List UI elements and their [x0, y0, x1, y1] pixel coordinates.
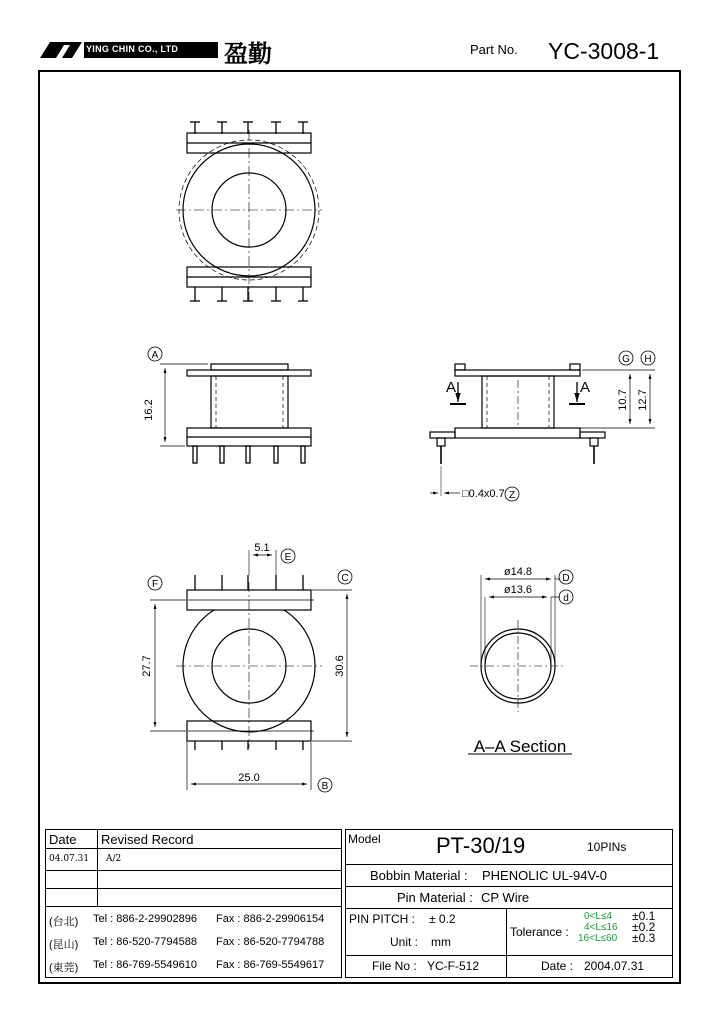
contact-location: (東莞)	[49, 962, 79, 974]
brand-name-cjk: 盈勤	[224, 39, 272, 68]
file-no-value: YC-F-512	[427, 959, 480, 973]
bobbin-material-label: Bobbin Material :	[370, 868, 468, 883]
part-number: YC-3008-1	[548, 38, 660, 64]
callout-e: E	[284, 552, 292, 563]
section-title: A–A Section	[473, 737, 567, 756]
contact-location: (台北)	[49, 916, 79, 928]
contact-location: (昆山)	[49, 939, 79, 951]
unit-value: mm	[431, 935, 451, 949]
contact-fax: Fax : 86-520-7794788	[216, 936, 325, 948]
section-marker-left: A	[446, 379, 457, 396]
company-name: YING CHIN CO., LTD	[86, 44, 179, 54]
bobbin-material-value: PHENOLIC UL-94V-0	[482, 868, 607, 883]
pin-count: 10PINs	[587, 840, 627, 854]
tolerance-range: 4<L≤16	[584, 922, 618, 933]
dim-27-7: 27.7	[141, 655, 153, 677]
section-view	[468, 575, 572, 754]
record-revised-header: Revised Record	[101, 832, 194, 847]
contact-fax: Fax : 86-769-5549617	[216, 959, 325, 971]
callout-d-inner: d	[563, 593, 569, 604]
contact-tel: Tel : 86-520-7794588	[93, 936, 197, 948]
callout-d-outer: D	[562, 573, 570, 584]
side-view	[160, 364, 311, 463]
record-row-text: A/2	[106, 854, 122, 864]
dim-diameter-14-8: ø14.8	[503, 566, 533, 578]
model-label: Model	[348, 832, 381, 846]
callout-c: C	[341, 573, 349, 584]
tolerance-range: 16<L≤60	[578, 933, 618, 944]
callout-g: G	[622, 354, 630, 365]
tolerance-label: Tolerance :	[510, 925, 569, 939]
bottom-view	[150, 550, 352, 790]
dim-16-2: 16.2	[143, 399, 155, 421]
top-view	[176, 122, 322, 305]
callout-b: B	[321, 781, 329, 792]
tolerance-range: 0<L≤4	[584, 911, 613, 922]
dim-25-0: 25.0	[238, 772, 260, 784]
dim-10-7: 10.7	[617, 389, 629, 411]
front-view	[430, 364, 655, 496]
pin-material-label: Pin Material :	[397, 890, 473, 905]
pin-material-value: CP Wire	[481, 890, 530, 905]
tolerance-value: ±0.2	[632, 920, 656, 934]
callout-a: A	[151, 350, 159, 361]
dim-5-1: 5.1	[254, 542, 270, 554]
pin-pitch-value: ± 0.2	[429, 912, 456, 926]
callout-h: H	[644, 354, 652, 365]
tolerance-value: ±0.3	[632, 931, 656, 945]
model-value: PT-30/19	[436, 833, 526, 858]
contact-fax: Fax : 886-2-29906154	[216, 913, 325, 925]
file-no-label: File No :	[372, 959, 417, 973]
section-marker-right: A	[580, 379, 591, 396]
pin-size-label: □0.4x0.7	[462, 488, 505, 500]
unit-label: Unit :	[390, 935, 419, 949]
contact-tel: Tel : 86-769-5549610	[93, 959, 197, 971]
callout-f: F	[151, 579, 159, 590]
record-row-date: 04.07.31	[49, 854, 90, 864]
dim-30-6: 30.6	[334, 655, 346, 677]
record-date-header: Date	[49, 832, 77, 847]
callout-z: Z	[508, 490, 516, 501]
part-number-label: Part No.	[470, 42, 518, 57]
dim-diameter-13-6: ø13.6	[503, 584, 533, 596]
dim-12-7: 12.7	[637, 389, 649, 411]
contact-tel: Tel : 886-2-29902896	[93, 913, 197, 925]
tolerance-value: ±0.1	[632, 909, 656, 923]
date-label: Date :	[541, 959, 574, 973]
pin-pitch-label: PIN PITCH :	[349, 912, 416, 926]
date-value: 2004.07.31	[584, 959, 645, 973]
